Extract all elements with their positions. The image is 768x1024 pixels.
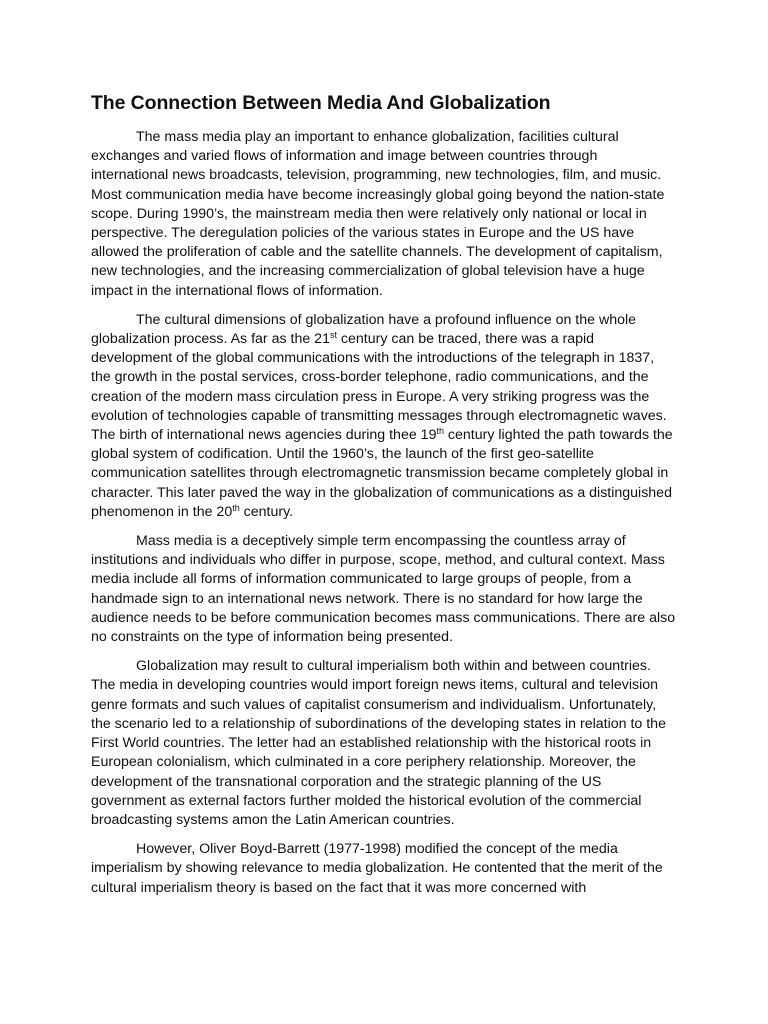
superscript: th xyxy=(232,502,240,513)
document-title: The Connection Between Media And Globalization xyxy=(91,92,551,114)
paragraph-4 xyxy=(91,657,677,830)
paragraph-text: century lighted the path towards the global system of codification. Until the 1960’s, the launch of the first geo-satellite communication satellites through electromagnetic transmission became completely global in character. This later paved the way in the globalization of communications as a distinguished phenomenon in the 20 xyxy=(91,427,673,520)
superscript: st xyxy=(329,330,337,341)
paragraph-5 xyxy=(91,840,677,898)
paragraph-1 xyxy=(91,128,677,301)
paragraph-text: The mass media play an important to enhance globalization, facilities cultural exchanges and varied flows of information and image between countries through international news broadcasts, television, programming, new technologies, film, and music. Most communication media have become increasingly global going beyond the nation-state scope. During 1990’s, the mainstream media then were relatively only national or local in perspective. The deregulation policies of the various states in Europe and the US have allowed the proliferation of cable and the satellite channels. The development of capitalism, new technologies, and the increasing commercialization of global television have a huge impact in the international flows of information. xyxy=(91,129,665,299)
paragraph-2 xyxy=(91,311,677,522)
paragraph-text: However, Oliver Boyd-Barrett (1977-1998) modified the concept of the media imperialism by showing relevance to media globalization. He contented that the merit of the cultural imperialism theory is based on the fact that it was more concerned with xyxy=(91,841,663,896)
paragraph-3 xyxy=(91,532,677,647)
paragraph-text: century. xyxy=(239,503,294,520)
paragraph-text: The cultural dimensions of globalization have a profound influence on the whole globalization process. As far as the 21 xyxy=(91,311,637,348)
paragraph-text: Globalization may result to cultural imperialism both within and between countries. The media in developing countries would import foreign news items, cultural and television genre formats and such values of capitalist consumerism and individualism. Unfortunately, the scenario led to a relationship of subordinations of the developing states in relation to the First World countries. The letter had an established relationship with the historical roots in European colonialism, which culminated in a core periphery relationship. Moreover, the development of the transnational corporation and the strategic planning of the US government as external factors further molded the historical evolution of the commercial broadcasting systems amon the Latin American countries. xyxy=(91,658,666,828)
paragraph-text: century can be traced, there was a rapid development of the global communications with the introductions of the telegraph in 1837, the growth in the postal services, cross-border telephone, radio communications, and the creation of the modern mass circulation press in Europe. A very striking progress was the evolution of technologies capable of transmitting messages through electromagnetic waves. The birth of international news agencies during thee 19 xyxy=(91,331,667,444)
document-page xyxy=(91,90,677,908)
paragraph-text: Mass media is a deceptively simple term encompassing the countless array of institutions and individuals who differ in purpose, scope, method, and cultural context. Mass media include all forms of information communicated to large groups of people, from a handmade sign to an international news network. There is no standard for how large the audience needs to be before communication becomes mass communications. There are also no constraints on the type of information being presented. xyxy=(91,533,676,646)
superscript: th xyxy=(436,426,444,437)
